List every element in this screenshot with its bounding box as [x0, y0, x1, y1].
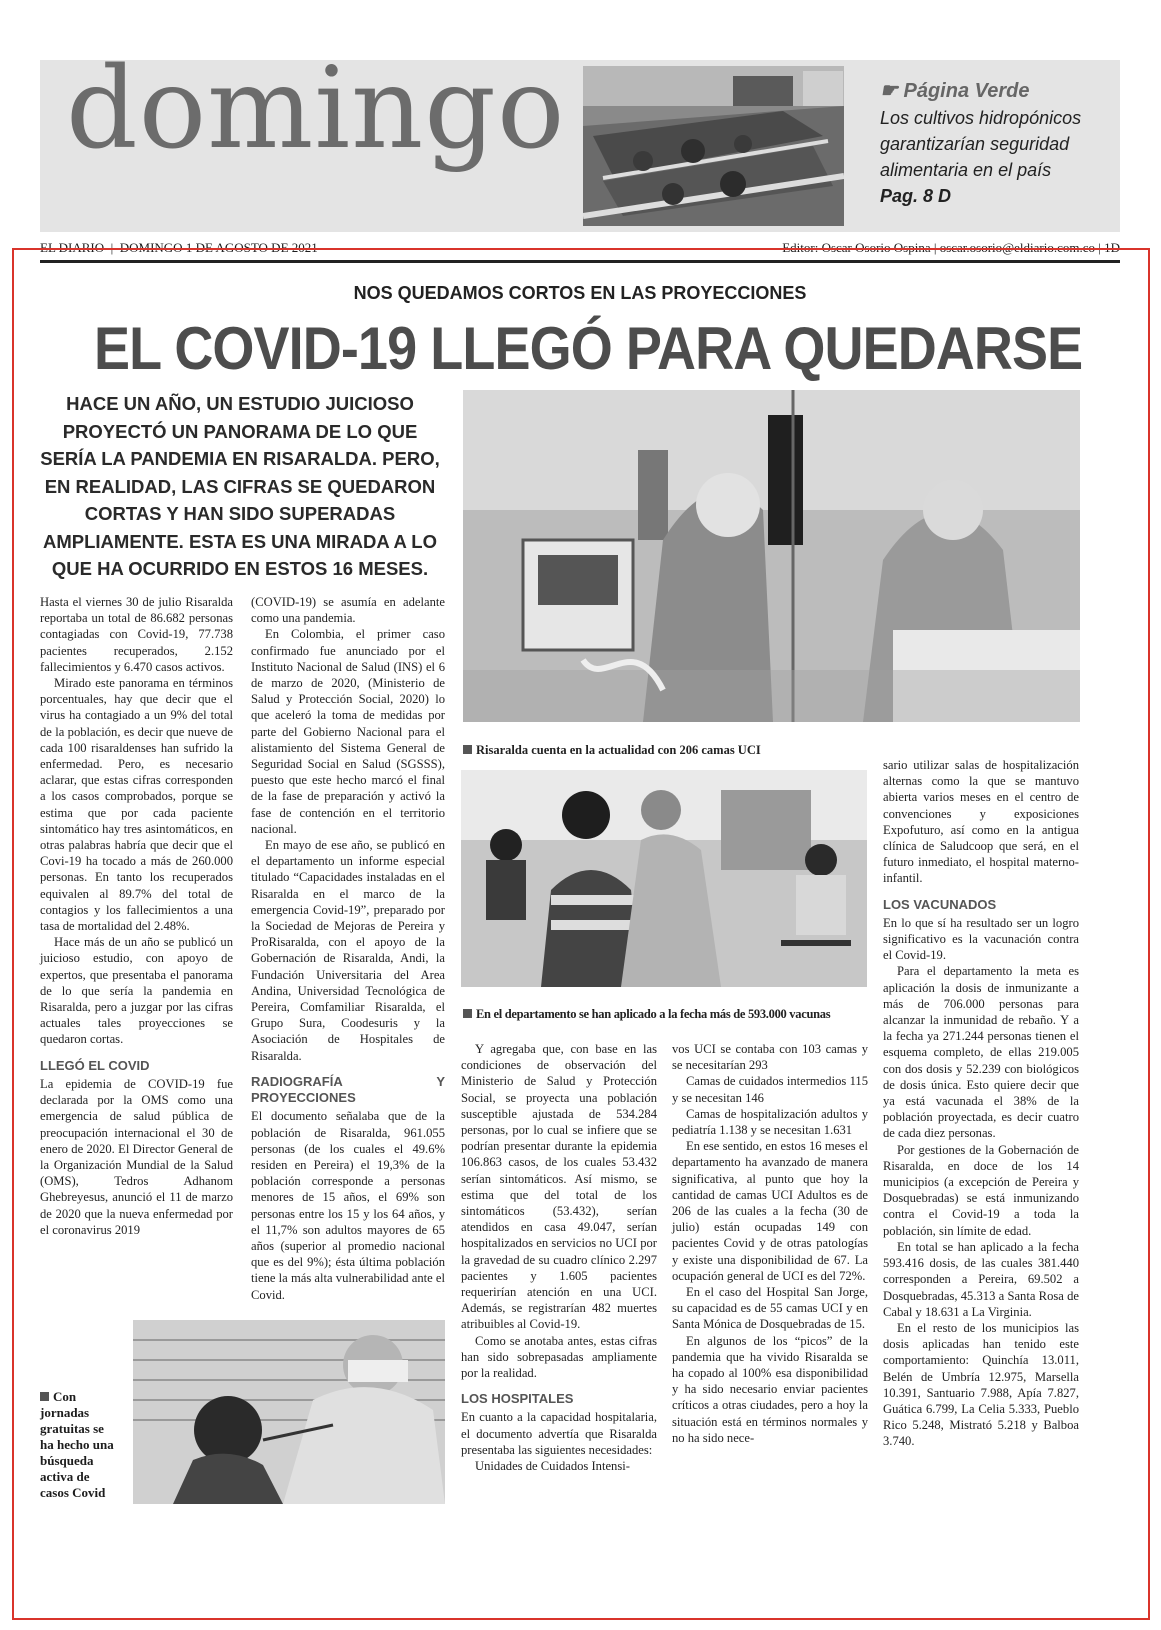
paragraph: Para el departamento la meta es aplicación la dosis de inmunizante a más de 706.000 personas para alcanzar la inmunidad de rebaño. Y a la fecha ya 271.244 personas tienen el esquema completo, de ellas 219.005 con dos dosis y 52.239 con biológicos de dosis única. Esto quiere decir que ya está vacunada el 38% de la población proyectada, es decir cuatro de cada diez personas. — [883, 964, 1079, 1141]
paragraph: En el resto de los municipios las dosis aplicadas han tenido este comportamiento: Quinchía 13.011, Belén de Umbría 12.975, Marsella 10.391, Santuario 7.988, Apía 7.827, Guática 6.799, La Celia 5.333, Pueblo Rico 5.248, Mistrató 5.218 y Balboa 3.740. — [883, 1320, 1079, 1449]
paragraph: Camas de cuidados intermedios 115 y se necesitan 146 — [672, 1074, 868, 1105]
text-column-2 — [251, 594, 445, 1303]
dateline-right: Editor: Oscar Osorio Ospina | oscar.osorio@eldiario.com.co | 1D — [782, 240, 1120, 255]
paragraph: En lo que sí ha resultado ser un logro significativo es la vacunación contra el Covid-19. — [883, 915, 1079, 963]
paragraph: Hace más de un año se publicó un juicioso estudio, con apoyo de expertos, que presentaba el panorama de lo que sería la pandemia en Risaralda, pero a juzgar por las cifras actuales tales proyecciones se quedaron cortas. — [40, 935, 233, 1047]
paragraph: Como se anotaba antes, estas cifras han sido sobrepasadas ampliamente por la realidad. — [461, 1333, 657, 1381]
paragraph: Camas de hospitalización adultos y pediatría 1.138 y se necesitan 1.631 — [672, 1106, 868, 1138]
article-deck: HACE UN AÑO, UN ESTUDIO JUICIOSO PROYECTÓ UN PANORAMA DE LO QUE SERÍA LA PANDEMIA EN RISARALDA. PERO, EN REALIDAD, LAS CIFRAS SE QUEDARON CORTAS Y HAN SIDO SUPERADAS AMPLIAMENTE. ESTA ES UNA MIRADA A LO QUE HA OCURRIDO EN ESTOS 16 MESES. — [40, 393, 440, 579]
hydroponics-photo — [583, 66, 844, 226]
paragraph: En mayo de ese año, se publicó en el departamento un informe especial titulado “Capacidades instaladas en el Risaralda en el marco de la emergencia Covid-19”, preparado por la Sociedad de Mejoras de Pereira y ProRisaralda, con el apoyo de la Gobernación de Risaralda, Andi, la Fundación Universitaria del Area Andina, Universidad Tecnológica de Pereira, Comfamiliar Risaralda, el Grupo Sura, Coodesuris y la Asociación de Hospitales de Risaralda. — [251, 838, 445, 1063]
promo-text: Los cultivos hidropónicos garantizarían seguridad alimentaria en el país — [880, 108, 1082, 180]
testing-photo-caption: Con jornadas gratuitas se ha hecho una búsqueda activa de casos Covid — [40, 1389, 114, 1500]
paragraph: vos UCI se contaba con 103 camas y se necesitarían 293 — [672, 1042, 868, 1073]
subhead-radiografia: RADIOGRAFÍA Y PROYECCIONES — [251, 1073, 445, 1106]
paragraph: sario utilizar salas de hospitalización alternas como la que se mantuvo abierta varios meses en el centro de convenciones y exposiciones Expofuturo, así como en la antigua clínica de Saludcoop que será, en el futuro inmediato, el hospital materno-infantil. — [883, 758, 1079, 886]
article-headline: EL COVID-19 LLEGÓ PARA QUEDARSE — [94, 315, 1083, 382]
promo-page: Pag. 8 D — [880, 186, 952, 206]
text-column-1 — [40, 594, 233, 1238]
section-masthead — [40, 44, 1120, 232]
subhead-los-hospitales: LOS HOSPITALES — [461, 1391, 574, 1407]
paragraph: Y agregaba que, con base en las condiciones de observación del Ministerio de Salud y Protección Social, se proyecta una población susceptible ajustada de 534.284 personas, por lo cual se infiere que se podrían presentar durante la epidemia 106.863 casos, de los cuales 53.432 serían sintomáticos. Así mismo, se estima que del total de los sintomáticos (53.432), serían atendidos en casa 49.047, serían hospitalizados en servicios no UCI por la gravedad de su cuadro clínico 2.297 pacientes y 1.605 pacientes requerirían atención en una UCI. Además, se registrarían 482 muertes atribuibles al Covid-19. — [461, 1042, 657, 1332]
vaccination-photo-caption: En el departamento se han aplicado a la fecha más de 593.000 vacunas — [463, 1007, 883, 1022]
promo-label: ☛ Página Verde — [880, 80, 1030, 102]
paragraph: Por gestiones de la Gobernación de Risaralda, en doce de los 14 municipios (a excepción de Pereira y Dosquebradas) se está inmunizando contra el Covid-19 a toda la población, sin límite de edad. — [883, 1142, 1079, 1238]
paragraph: En ese sentido, en estos 16 meses el departamento ha avanzado de manera significativa, al punto que hoy la cantidad de camas UCI Adultos es de 206 de las cuales a la fecha (30 de julio) están ocupadas 149 con pacientes Covid y de otras patologías y existe una disponibilidad de 67. La ocupación general de UCI es del 72%. — [672, 1139, 868, 1283]
subhead-los-vacunados: LOS VACUNADOS — [883, 896, 997, 912]
pointing-hand-icon: ☛ — [880, 80, 898, 102]
icu-photo-caption: Risaralda cuenta en la actualidad con 206 camas UCI — [463, 743, 1080, 758]
paragraph: En cuanto a la capacidad hospitalaria, el documento advertía que Risaralda presentaba las siguientes necesidades: — [461, 1410, 657, 1457]
text-column-5 — [883, 757, 1079, 1450]
vaccination-photo — [461, 770, 867, 987]
paragraph: (COVID-19) se asumía en adelante como una pandemia. — [251, 595, 445, 626]
text-column-3 — [461, 1041, 657, 1474]
paragraph: Unidades de Cuidados Intensi- — [475, 1459, 630, 1474]
paragraph: Hasta el viernes 30 de julio Risaralda reportaba un total de 86.682 personas contagiadas con Covid-19, 77.738 pacientes recuperados, 2.152 fallecimientos y 6.470 casos activos. — [40, 595, 233, 674]
paragraph: La epidemia de COVID-19 fue declarada por la OMS como una emergencia de salud pública de preocupación internacional el 30 de enero de 2020. El Director General de la Organización Mundial de la Salud (OMS), Tedros Adhanom Ghebreyesus, anunció el 11 de marzo de 2020 que la nueva enfermedad por el coronavirus 2019 — [40, 1076, 233, 1237]
section-title: domingo — [66, 44, 566, 174]
text-column-4 — [672, 1041, 868, 1446]
caption-square-icon — [463, 745, 472, 754]
paragraph: En total se han aplicado a la fecha 593.416 dosis, de las cuales 381.440 corresponden a Pereira, 69.502 a Dosquebradas, 45.313 a Santa Rosa de Cabal y 18.631 a La Virginia. — [883, 1239, 1079, 1319]
article-kicker: NOS QUEDAMOS CORTOS EN LAS PROYECCIONES — [353, 283, 807, 303]
paragraph: El documento señalaba que de la población de Risaralda, 961.055 personas (de los cuales el 49.6% residen en Pereira) el 19,3% de la población corresponde a personas menores de 15 años, el 69% son personas entre los 15 y los 64 años, y el 11,7% son adultos mayores de 65 años (superior al promedio nacional que es del 9%); ésta última población tiene la más alta vulnerabilidad ante el Covid. — [251, 1109, 445, 1302]
subhead-llego-el-covid: LLEGÓ EL COVID — [40, 1057, 150, 1073]
caption-square-icon — [40, 1392, 49, 1401]
top-rule — [40, 260, 1120, 263]
promo-box[interactable] — [880, 78, 1112, 209]
paragraph: Mirado este panorama en términos porcentuales, hay que decir que el virus ha contagiado a un 9% del total de la población, es decir que nueve de cada 100 risaraldenses han sufrido la enfermedad. Pero, es necesario aclarar, que estas cifras corresponden a los casos comprobados, porque se estima que por cada paciente sintomático hay tres asintomáticos, en otras palabras habría que decir que el Covi-19 ha tocado a más de 260.000 personas. En tanto los recuperados equivalen al 89.7% del total de contagios y los fallecimientos a una tasa de mortalidad del 2.48%. — [40, 676, 233, 934]
paragraph: En algunos de los “picos” de la pandemia que ha vivido Risaralda se ha copado al 100% esa disponibilidad y ha sido necesario enviar pacientes críticos a otras ciudades, pero a hoy la situación está en términos normales y no ha sido nece- — [672, 1333, 868, 1445]
dateline-left: EL DIARIO | DOMINGO 1 DE AGOSTO DE 2021 — [40, 240, 318, 255]
caption-square-icon — [463, 1009, 472, 1018]
paragraph: En Colombia, el primer caso confirmado fue anunciado por el Instituto Nacional de Salud (INS) el 6 de marzo de 2020, (Ministerio de Salud y Protección Social, 2020) lo que aceleró la toma de medidas por parte del Gobierno Nacional para el alistamiento del Sistema General de Seguridad Social en Salud (SGSSS), puesto que este hecho marcó el final de la fase de preparación y activó la fase de contención en el territorio nacional. — [251, 627, 445, 836]
icu-photo — [463, 390, 1080, 722]
covid-testing-photo — [133, 1320, 445, 1504]
paragraph: En el caso del Hospital San Jorge, su capacidad es de 55 camas UCI y en Santa Mónica de Dosquebradas de 15. — [672, 1285, 868, 1332]
